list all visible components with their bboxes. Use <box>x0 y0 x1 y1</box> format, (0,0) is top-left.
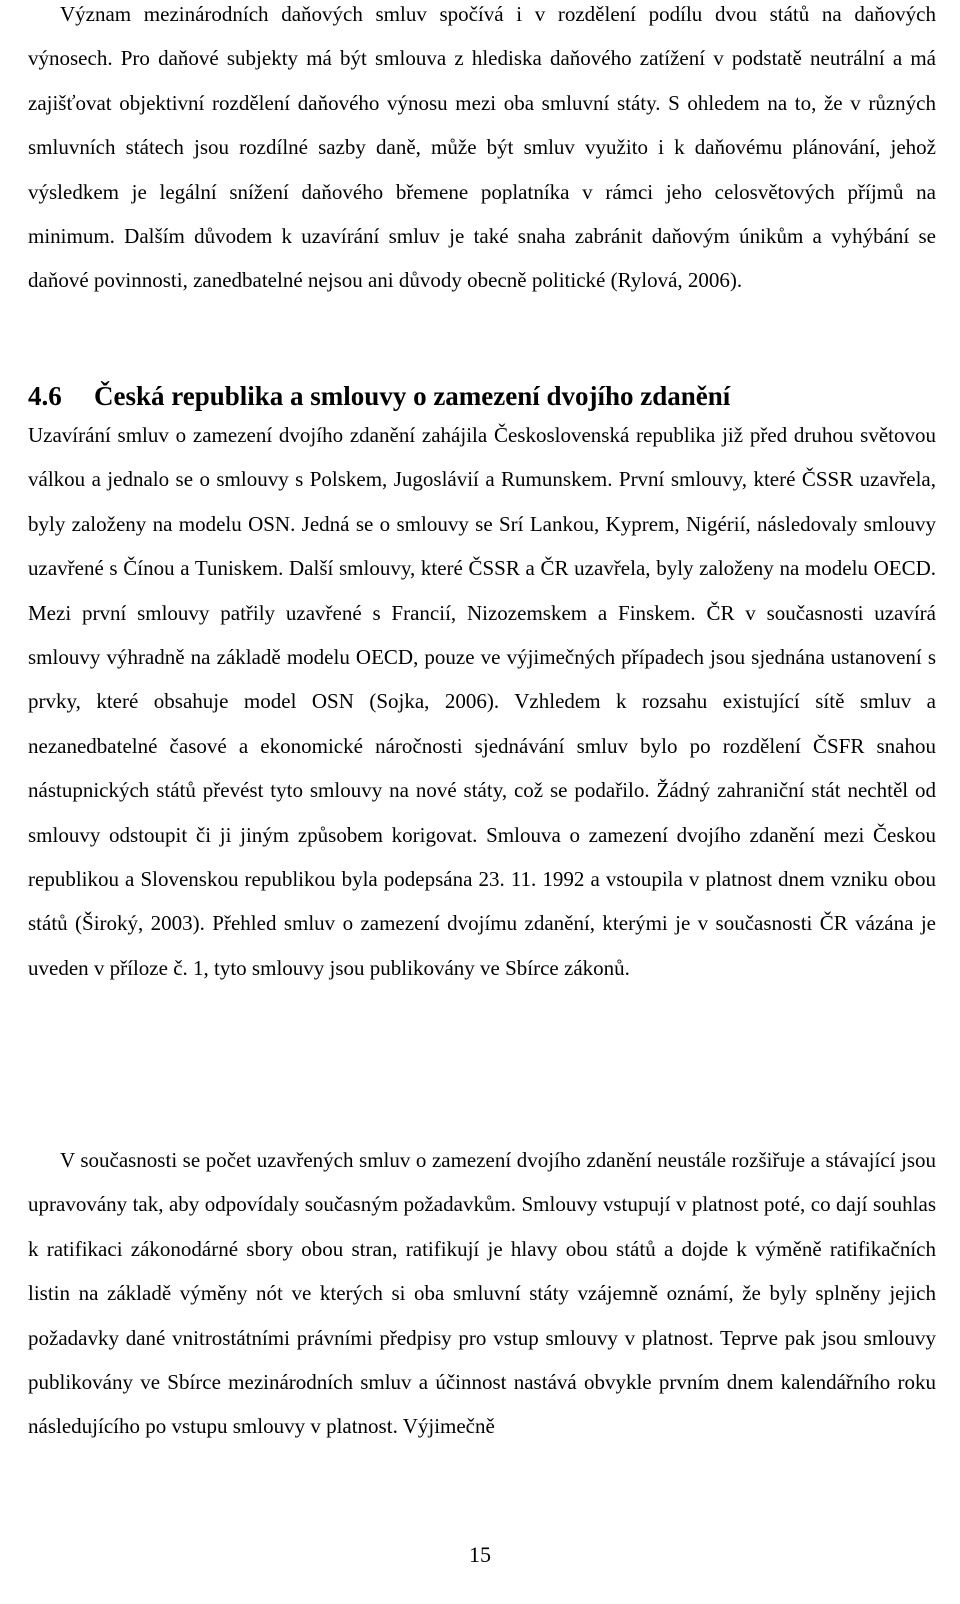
section-title: Česká republika a smlouvy o zamezení dvojího zdanění <box>94 381 731 411</box>
page-number: 15 <box>469 1542 491 1567</box>
paragraph-tax-treaty-significance: Význam mezinárodních daňových smluv spočívá i v rozdělení podílu dvou států na daňových výnosech. Pro daňové subjekty má být smlouva z hlediska daňového zatížení v podstatě neutrální a má zajišťovat objektivní rozdělení daňového výnosu mezi oba smluvní státy. S ohledem na to, že v různých smluvních státech jsou rozdílné sazby daně, může být smluv využito i k daňovému plánování, jehož výsledkem je legální snížení daňového břemene poplatníka v rámci jeho celosvětových příjmů na minimum. Dalším důvodem k uzavírání smluv je také snaha zabránit daňovým únikům a vyhýbání se daňové povinnosti, zanedbatelné nejsou ani důvody obecně politické (Rylová, 2006). <box>28 2 936 293</box>
paragraph-czech-treaties-history: Uzavírání smluv o zamezení dvojího zdanění zahájila Československá republika již před druhou světovou válkou a jednalo se o smlouvy s Polskem, Jugoslávií a Rumunskem. První smlouvy, které ČSSR uzavřela, byly založeny na modelu OSN. Jedná se o smlouvy se Srí Lankou, Kyprem, Nigérií, následovaly smlouvy uzavřené s Čínou a Tuniskem. Další smlouvy, které ČSSR a ČR uzavřela, byly založeny na modelu OECD. Mezi první smlouvy patřily uzavřené s Francií, Nizozemskem a Finskem. ČR v současnosti uzavírá smlouvy výhradně na základě modelu OECD, pouze ve výjimečných případech jsou sjednána ustanovení s prvky, které obsahuje model OSN (Sojka, 2006). Vzhledem k rozsahu existující sítě smluv a nezanedbatelné časové a ekonomické náročnosti sjednávání smluv bylo po rozdělení ČSFR snahou nástupnických států převést tyto smlouvy na nové státy, což se podařilo. Žádný zahraniční stát nechtěl od smlouvy odstoupit či ji jiným způsobem korigovat. Smlouva o zamezení dvojího zdanění mezi Českou republikou a Slovenskou republikou byla podepsána 23. 11. 1992 a vstoupila v platnost dnem vzniku obou států (Široký, 2003). Přehled smluv o zamezení dvojímu zdanění, kterými je v současnosti ČR vázána je uveden v příloze č. 1, tyto smlouvy jsou publikovány ve Sbírce zákonů. <box>28 423 936 980</box>
paragraph-treaty-ratification: V současnosti se počet uzavřených smluv o zamezení dvojího zdanění neustále rozšiřuje a stávající jsou upravovány tak, aby odpovídaly současným požadavkům. Smlouvy vstupují v platnost poté, co dají souhlas k ratifikaci zákonodárné sbory obou stran, ratifikují je hlavy obou států a dojde k výměně ratifikačních listin na základě výměny nót ve kterých si oba smluvní státy vzájemně oznámí, že byly splněny jejich požadavky dané vnitrostátními právními předpisy pro vstup smlouvy v platnost. Teprve pak jsou smlouvy publikovány ve Sbírce mezinárodních smluv a účinnost nastává obvykle prvním dnem kalendářního roku následujícího po vstupu smlouvy v platnost. Výjimečně <box>28 1148 936 1439</box>
section-heading <box>28 374 936 418</box>
section-number: 4.6 <box>28 381 62 411</box>
